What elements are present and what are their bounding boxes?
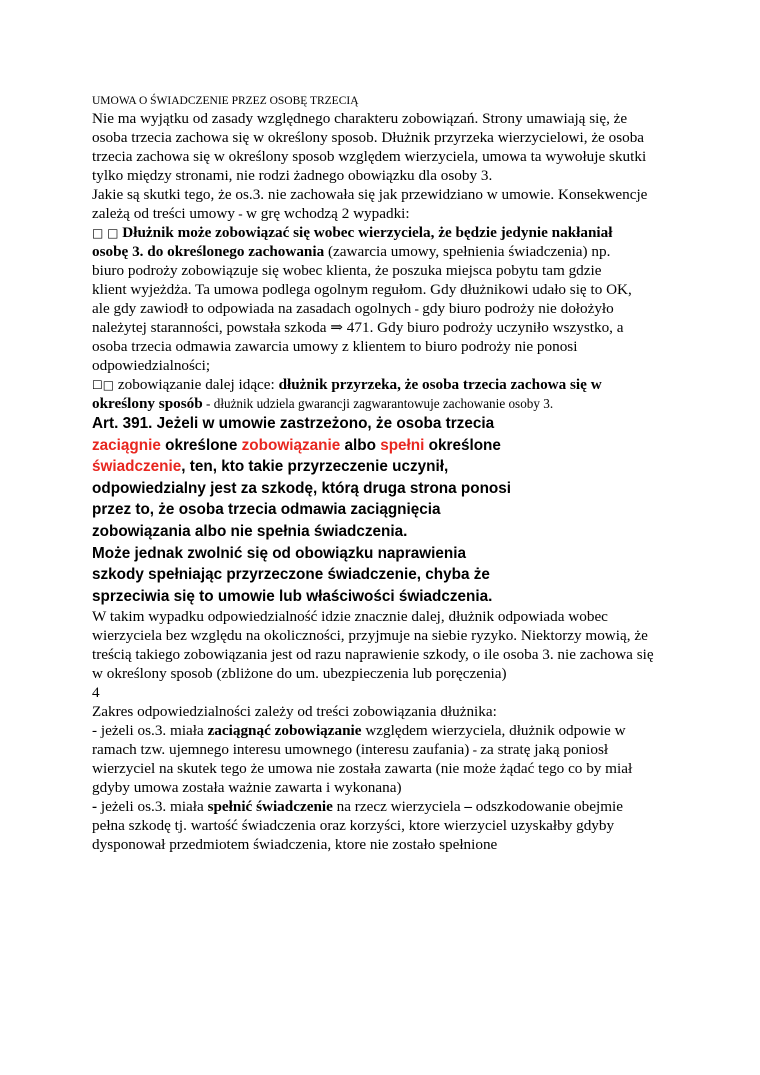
text-run: albo — [340, 436, 381, 454]
article-line: przez to, że osoba trzecia odmawia zaciągnięcia — [92, 501, 441, 519]
paragraph-line: tylko między stronami, nie rodzi żadnego obowiązku dla osoby 3. — [92, 167, 493, 184]
checkbox-glyph-icon: ☐□ — [92, 378, 115, 392]
checkbox-glyph-icon: □ □ — [92, 226, 119, 240]
text-run: dłużnik udziela gwarancji zagwarantowuje zachowanie osoby 3. — [213, 396, 554, 411]
paragraph-line: Jakie są skutki tego, że os.3. nie zachowała się jak przewidziano w umowie. Konsekwencje — [92, 186, 648, 203]
text-run: , ten, kto takie przyrzeczenie uczynił, — [181, 458, 449, 476]
paragraph-line — [92, 299, 692, 318]
paragraph-line: gdyby umowa została ważnie zawarta i wykonana) — [92, 779, 402, 797]
highlight-red: zaciągnie — [92, 436, 161, 454]
paragraph-line: dysponował przedmiotem świadczenia, ktore nie zostało spełnione — [92, 836, 498, 854]
bold-text: - — [92, 798, 98, 816]
text-run: (zawarcia umowy, spełnienia świadczenia) np. — [324, 243, 611, 260]
text-run: określone — [160, 436, 242, 454]
document-body — [92, 94, 692, 854]
paragraph-line — [92, 204, 692, 223]
paragraph-line — [92, 740, 692, 759]
paragraph-line: wierzyciel na skutek tego że umowa nie została zawarta (nie może żądać tego co by miał — [92, 760, 633, 778]
bold-text: – — [464, 798, 472, 816]
paragraph-line: pełna szkodę tj. wartość świadczenia oraz korzyści, ktore wierzyciel uzyskałby gdyby — [92, 817, 615, 835]
article-line — [92, 435, 692, 457]
article-line: szkody spełniając przyrzeczone świadczenie, chyba że — [92, 566, 490, 584]
article-line: zobowiązania albo nie spełnia świadczenia. — [92, 522, 408, 540]
list-item — [92, 797, 692, 816]
paragraph-line: w określony sposob (zbliżone do um. ubezpieczenia lub poręczenia) — [92, 665, 507, 683]
bold-text: zaciągnąć zobowiązanie — [207, 722, 362, 740]
text-run: w grę wchodzą 2 wypadki: — [245, 205, 410, 222]
article-line: sprzeciwia się to umowie lub właściwości świadczenia. — [92, 587, 493, 605]
bold-text: dłużnik przyrzeka, że osoba trzecia zachowa się w — [278, 376, 602, 393]
text-run: odszkodowanie obejmie — [471, 798, 623, 816]
paragraph-line: należytej staranności, powstała szkoda ⇒ 471. Gdy biuro podroży uczyniło wszystko, a — [92, 319, 624, 336]
paragraph-line: klient wyjeżdża. Ta umowa podlega ogolnym regułom. Gdy dłużnikowi udało się to OK, — [92, 281, 632, 298]
text-run: zależą od treści umowy — [92, 205, 235, 222]
text-run: ale gdy zawiodł to odpowiada na zasadach ogolnych — [92, 300, 412, 317]
text-run: za stratę jaką poniosł — [480, 741, 609, 759]
separator: - — [202, 396, 214, 411]
case-two-heading — [92, 375, 692, 394]
paragraph-line: treścią takiego zobowiązania jest od razu naprawienie szkody, o ile osoba 3. nie zachowa się — [92, 646, 654, 664]
article-line: odpowiedzialny jest za szkodę, którą druga strona ponosi — [92, 479, 512, 497]
paragraph-line — [92, 242, 692, 261]
paragraph-line: W takim wypadku odpowiedzialność idzie znacznie dalej, dłużnik odpowiada wobec — [92, 608, 608, 626]
paragraph-line: wierzyciela bez względu na okoliczności, przyjmuje na siebie ryzyko. Niektorzy mowią, że — [92, 627, 648, 645]
text-run: ramach tzw. ujemnego interesu umownego (interesu zaufania) — [92, 741, 470, 759]
paragraph-line: osoba trzecia odmawia zawarcia umowy z klientem to biuro podroży nie ponosi — [92, 338, 578, 355]
list-item — [92, 721, 692, 740]
text-run: zobowiązanie dalej idące: — [114, 376, 279, 393]
paragraph-line: trzecia zachowa się w określony sposob względem wierzyciela, umowa ta wywołuje skutki — [92, 148, 647, 165]
bold-text: osobę 3. do określonego zachowania — [92, 243, 325, 260]
text-run: gdy biuro podroży nie dołożyło — [422, 300, 614, 317]
paragraph-line: biuro podroży zobowiązuje się wobec klienta, że poszuka miejsca pobytu tam gdzie — [92, 262, 602, 279]
paragraph-line: Zakres odpowiedzialności zależy od treści zobowiązania dłużnika: — [92, 703, 497, 721]
text-run: na rzecz wierzyciela — [332, 798, 465, 816]
text-run: określone — [424, 436, 501, 454]
text-run: jeżeli os.3. miała — [97, 798, 208, 816]
text-run: - jeżeli os.3. miała — [92, 722, 208, 740]
highlight-red: spełni — [380, 436, 425, 454]
highlight-red: świadczenie — [92, 458, 182, 476]
page-number: 4 — [92, 684, 100, 702]
paragraph-line: Nie ma wyjątku od zasady względnego charakteru zobowiązań. Strony umawiają się, że — [92, 110, 628, 127]
bold-text: określony sposób — [92, 395, 203, 412]
article-line: Może jednak zwolnić się od obowiązku naprawienia — [92, 544, 466, 562]
article-line — [92, 456, 692, 478]
separator: - — [234, 206, 246, 221]
paragraph-line: odpowiedzialności; — [92, 357, 211, 374]
paragraph-line — [92, 394, 692, 413]
text-run: względem wierzyciela, dłużnik odpowie w — [361, 722, 626, 740]
article-line: Art. 391. Jeżeli w umowie zastrzeżono, że osoba trzecia — [92, 415, 495, 432]
highlight-red: zobowiązanie — [241, 436, 341, 454]
separator: - — [469, 742, 481, 758]
case-one-heading — [92, 223, 692, 242]
document-title: UMOWA O ŚWIADCZENIE PRZEZ OSOBĘ TRZECIĄ — [92, 95, 359, 107]
bold-text: Dłużnik może zobowiązać się wobec wierzyciela, że będzie jedynie nakłaniał — [122, 224, 613, 241]
separator: - — [411, 301, 423, 316]
paragraph-line: osoba trzecia zachowa się w określony sposob. Dłużnik przyrzeka wierzycielowi, że osoba — [92, 129, 645, 146]
bold-text: spełnić świadczenie — [207, 798, 333, 816]
